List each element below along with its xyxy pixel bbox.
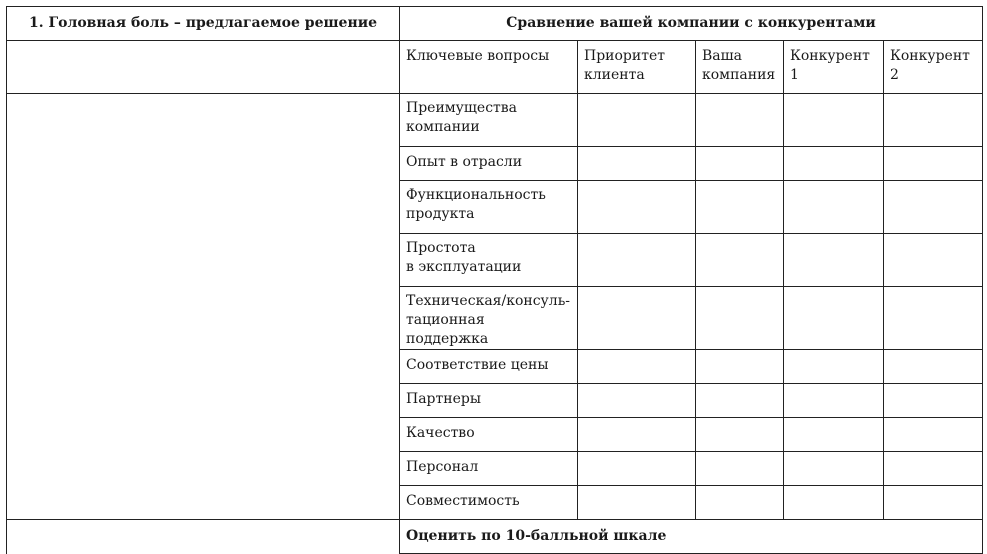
empty-cell [884,234,983,287]
left-header: 1. Головная боль – предлагаемое решение [7,7,400,41]
footer-row [7,520,983,554]
empty-cell [784,384,884,418]
empty-cell [784,94,884,147]
empty-cell [578,418,696,452]
right-header: Сравнение вашей компании с конкурентами [400,7,983,41]
empty-cell [696,384,784,418]
table-row [7,94,983,147]
empty-cell [884,452,983,486]
row-label: Преимущества компании [400,94,578,147]
empty-cell [696,287,784,350]
empty-cell [884,486,983,520]
row-label: Техническая/консуль- тационная поддержка [400,287,578,350]
empty-cell [884,181,983,234]
competitor-comparison-table [6,6,983,554]
empty-cell [696,418,784,452]
empty-cell [578,486,696,520]
empty-cell [884,418,983,452]
row-label: Совместимость [400,486,578,520]
footer-blank-cell [7,520,400,554]
empty-cell [696,234,784,287]
empty-cell [696,350,784,384]
empty-cell [884,94,983,147]
row-label: Функциональность продукта [400,181,578,234]
empty-cell [784,418,884,452]
empty-cell [884,147,983,181]
empty-cell [784,234,884,287]
empty-cell [784,287,884,350]
row-label: Партнеры [400,384,578,418]
blank-header-cell [7,41,400,94]
column-header-key-questions: Ключевые вопросы [400,41,578,94]
empty-cell [578,287,696,350]
row-label: Простота в эксплуатации [400,234,578,287]
row-label: Опыт в отрасли [400,147,578,181]
empty-cell [784,181,884,234]
column-header-competitor-1: Конкурент 1 [784,41,884,94]
empty-cell [578,147,696,181]
empty-cell [578,234,696,287]
empty-cell [884,287,983,350]
empty-cell [784,452,884,486]
column-header-competitor-2: Конкурент 2 [884,41,983,94]
empty-cell [784,147,884,181]
empty-cell [784,350,884,384]
row-label: Качество [400,418,578,452]
empty-cell [578,452,696,486]
empty-cell [578,94,696,147]
empty-cell [884,384,983,418]
empty-cell [696,181,784,234]
footer-note: Оценить по 10-балльной шкале [400,520,983,554]
empty-cell [696,94,784,147]
empty-cell [696,452,784,486]
empty-cell [578,384,696,418]
empty-cell [578,181,696,234]
column-header-client-priority: Приоритет клиента [578,41,696,94]
empty-cell [884,350,983,384]
row-label: Соответствие цены [400,350,578,384]
column-header-your-company: Ваша компания [696,41,784,94]
empty-cell [696,486,784,520]
pain-solution-area [7,94,400,520]
empty-cell [696,147,784,181]
row-label: Персонал [400,452,578,486]
empty-cell [784,486,884,520]
empty-cell [578,350,696,384]
